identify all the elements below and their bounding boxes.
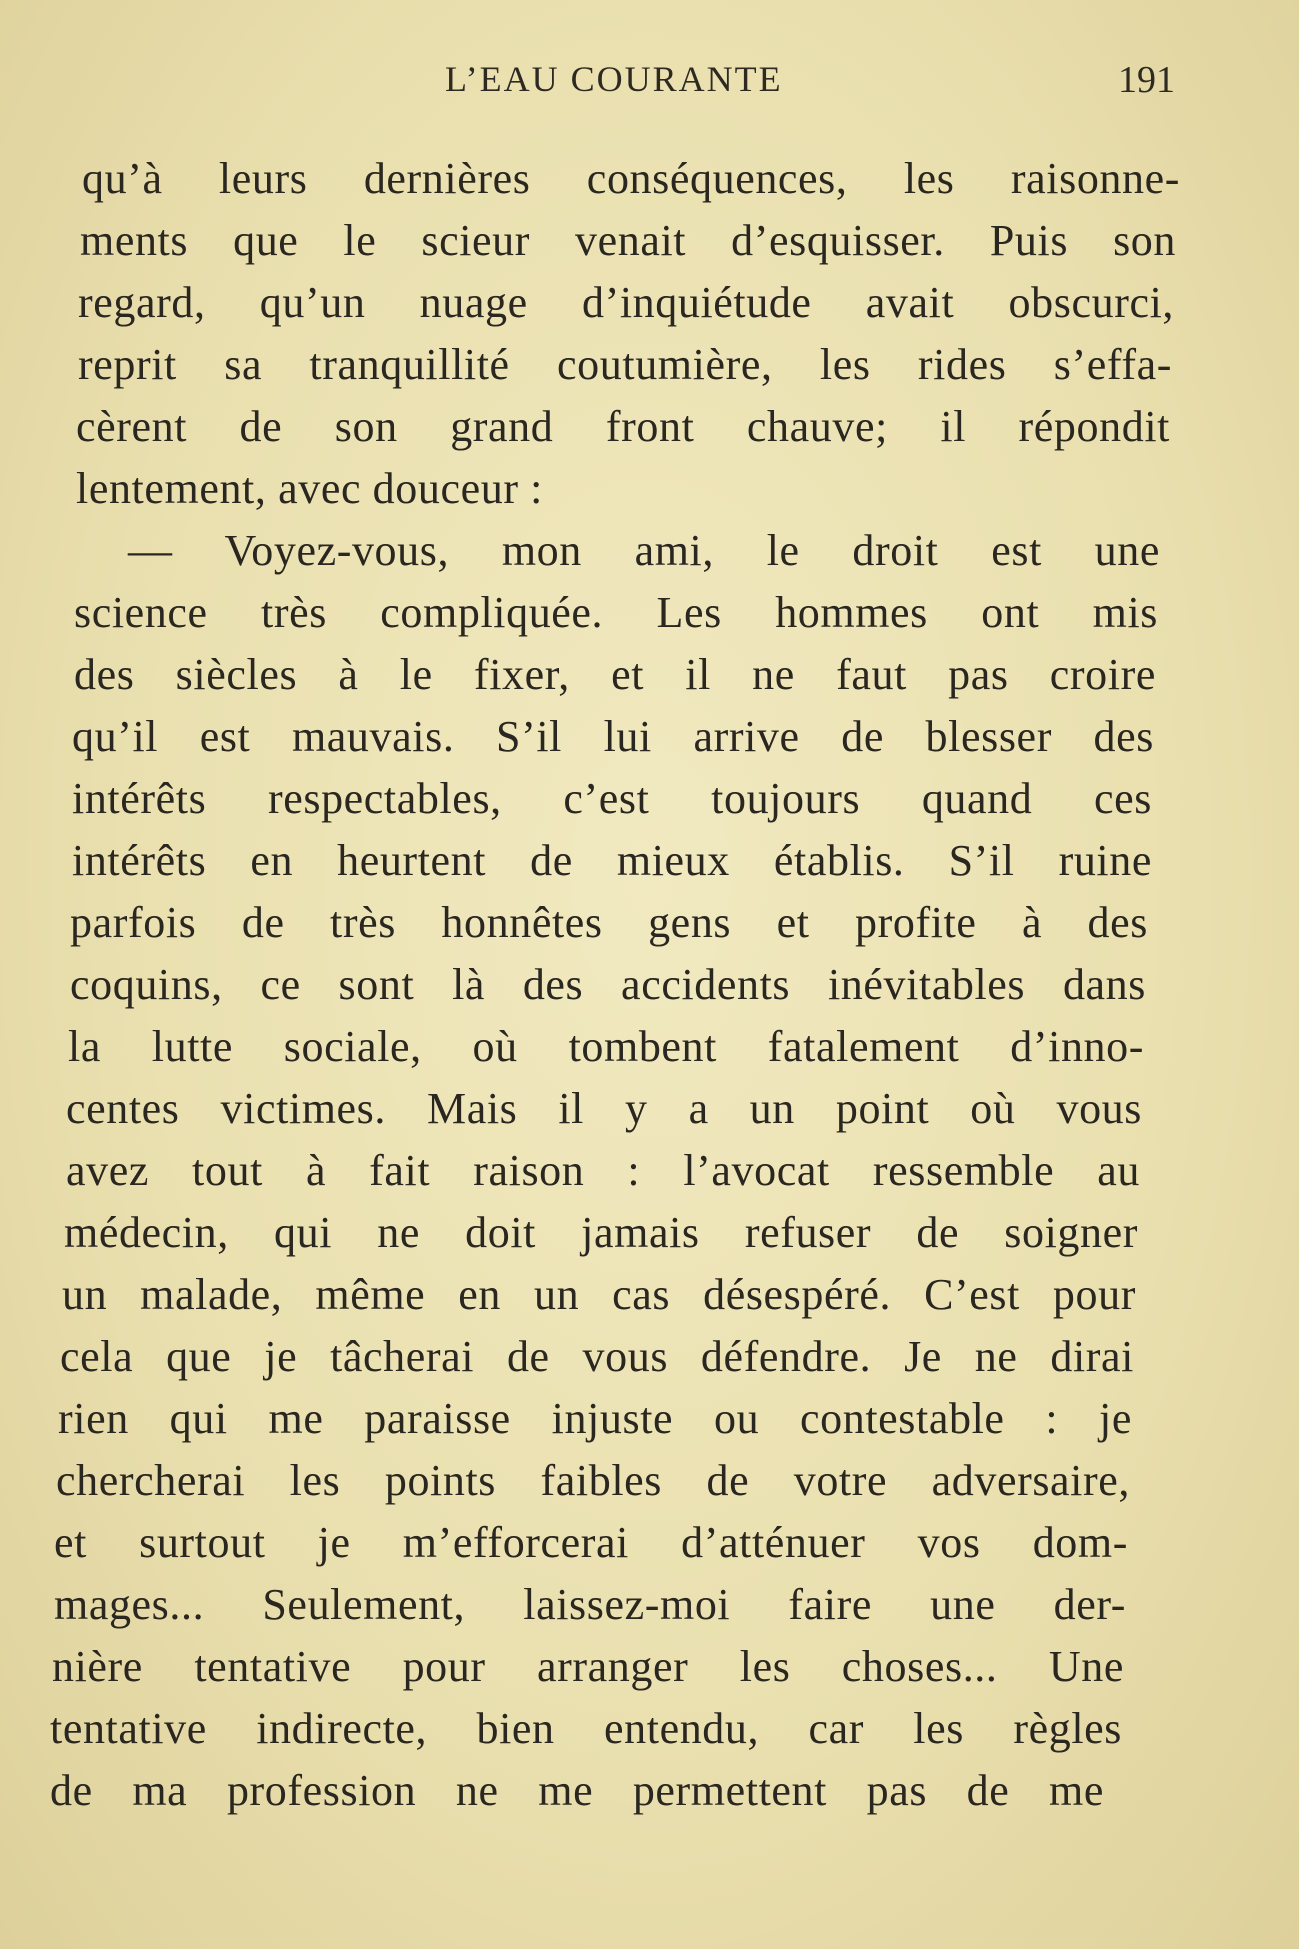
text-line: cèrent de son grand front chauve; il répondit bbox=[76, 402, 1170, 451]
text-line: tentative indirecte, bien entendu, car les règles bbox=[50, 1704, 1122, 1753]
text-line: qu’il est mauvais. S’il lui arrive de blesser des bbox=[72, 712, 1154, 761]
text-line: cela que je tâcherai de vous défendre. Je ne dirai bbox=[60, 1332, 1134, 1381]
text-line: centes victimes. Mais il y a un point où vous bbox=[66, 1084, 1142, 1133]
text-line: un malade, même en un cas désespéré. C’est pour bbox=[62, 1270, 1136, 1319]
text-line: qu’à leurs dernières conséquences, les raisonne- bbox=[82, 154, 1180, 203]
text-line: lentement, avec douceur : bbox=[76, 464, 544, 513]
running-title: L’EAU COURANTE bbox=[445, 59, 783, 99]
text-line: science très compliquée. Les hommes ont mis bbox=[74, 588, 1158, 637]
text-line: — Voyez-vous, mon ami, le droit est une bbox=[128, 526, 1160, 575]
text-line: ments que le scieur venait d’esquisser. Puis son bbox=[80, 216, 1176, 265]
text-line: rien qui me paraisse injuste ou contestable : je bbox=[58, 1394, 1132, 1443]
text-line: avez tout à fait raison : l’avocat ressemble au bbox=[66, 1146, 1140, 1195]
text-line: intérêts en heurtent de mieux établis. S’il ruine bbox=[72, 836, 1152, 885]
text-line: médecin, qui ne doit jamais refuser de soigner bbox=[64, 1208, 1138, 1257]
text-line: coquins, ce sont là des accidents inévitables dans bbox=[70, 960, 1146, 1009]
text-line: la lutte sociale, où tombent fatalement d’inno- bbox=[68, 1022, 1144, 1071]
text-line: mages... Seulement, laissez-moi faire une der- bbox=[54, 1580, 1126, 1629]
text-line: nière tentative pour arranger les choses... Une bbox=[52, 1642, 1124, 1691]
text-line: et surtout je m’efforcerai d’atténuer vos dom- bbox=[54, 1518, 1128, 1567]
text-line: des siècles à le fixer, et il ne faut pas croire bbox=[74, 650, 1156, 699]
text-line: de ma profession ne me permettent pas de me bbox=[50, 1766, 1104, 1815]
text-line: parfois de très honnêtes gens et profite à des bbox=[70, 898, 1148, 947]
page-number: 191 bbox=[1118, 59, 1175, 101]
text-line: intérêts respectables, c’est toujours quand ces bbox=[72, 774, 1152, 823]
text-line: regard, qu’un nuage d’inquiétude avait obscurci, bbox=[78, 278, 1174, 327]
text-line: reprit sa tranquillité coutumière, les rides s’effa- bbox=[78, 340, 1172, 389]
running-head bbox=[0, 58, 1299, 108]
text-line: chercherai les points faibles de votre adversaire, bbox=[56, 1456, 1130, 1505]
